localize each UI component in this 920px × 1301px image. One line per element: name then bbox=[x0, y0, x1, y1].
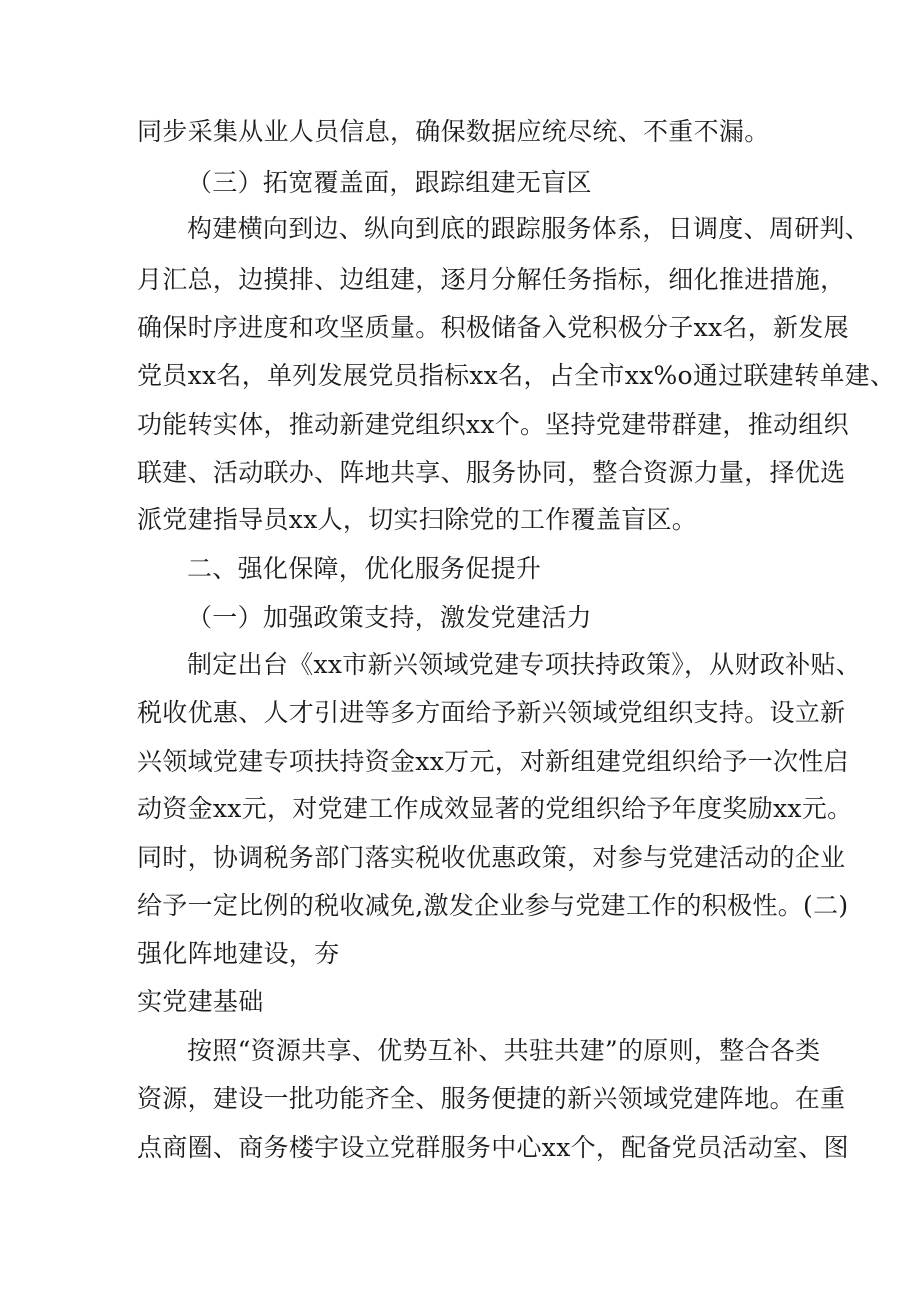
body-text-line: 同步采集从业人员信息，确保数据应统尽统、不重不漏。 bbox=[137, 117, 770, 146]
body-text-line: 月汇总，边摸排、边组建，逐月分解任务指标，细化推进措施， bbox=[137, 265, 846, 294]
body-text-line: 制定出台《xx市新兴领域党建专项扶持政策》，从财政补贴、 bbox=[187, 650, 862, 679]
body-text-line: 动资金xx元，对党建工作成效显著的党组织给予年度奖励xx元。 bbox=[137, 794, 853, 823]
section-heading-2: 二、强化保障，优化服务促提升 bbox=[187, 554, 542, 583]
body-text-line: 给予一定比例的税收减免,激发企业参与党建工作的积极性。(二) bbox=[137, 891, 849, 920]
body-text-line: 构建横向到边、纵向到底的跟踪服务体系，日调度、周研判、 bbox=[187, 214, 871, 243]
body-text-line: 资源，建设一批功能齐全、服务便捷的新兴领域党建阵地。在重 bbox=[137, 1084, 846, 1113]
body-text-line: 点商圈、商务楼宇设立党群服务中心xx个，配备党员活动室、图 bbox=[137, 1133, 849, 1162]
section-heading-inline: 强化阵地建设，夯 bbox=[137, 939, 340, 968]
body-text-line: 功能转实体，推动新建党组织xx个。坚持党建带群建，推动组织 bbox=[137, 410, 849, 439]
section-heading-1: （一）加强政策支持，激发党建活力 bbox=[187, 603, 592, 632]
body-text-line: 同时，协调税务部门落实税收优惠政策，对参与党建活动的企业 bbox=[137, 843, 846, 872]
section-heading-3: （三）拓宽覆盖面，跟踪组建无盲区 bbox=[187, 168, 592, 197]
body-text-line: 联建、活动联办、阵地共享、服务协同，整合资源力量，择优选 bbox=[137, 458, 846, 487]
body-text-line: 党员xx名，单列发展党员指标xx名，占全市xx%o通过联建转单建、 bbox=[137, 361, 896, 390]
section-heading-inline: 实党建基础 bbox=[137, 987, 264, 1016]
body-text-line: 按照“资源共享、优势互补、共驻共建”的原则，整合各类 bbox=[187, 1036, 821, 1065]
body-text-line: 确保时序进度和攻坚质量。积极储备入党积极分子xx名，新发展 bbox=[137, 313, 849, 342]
body-text-line: 派党建指导员xx人，切实扫除党的工作覆盖盲区。 bbox=[137, 505, 698, 534]
body-text-line: 兴领域党建专项扶持资金xx万元，对新组建党组织给予一次性启 bbox=[137, 747, 849, 776]
body-text-line: 税收优惠、人才引进等多方面给予新兴领域党组织支持。设立新 bbox=[137, 698, 846, 727]
